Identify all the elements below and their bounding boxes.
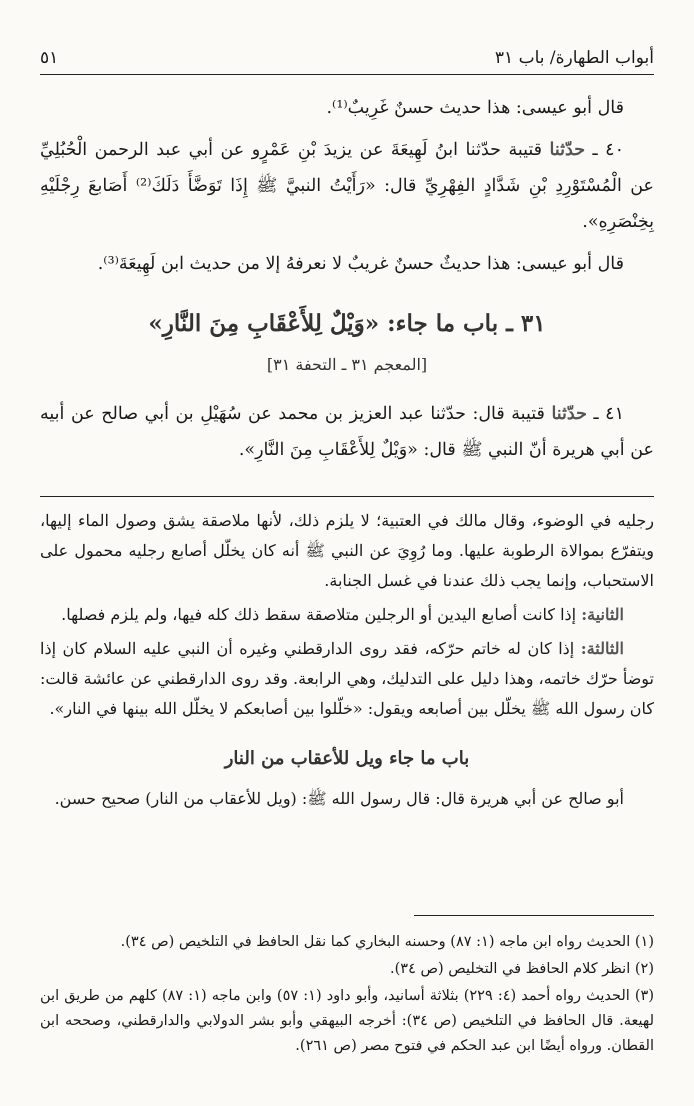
footnote: (١) الحديث رواه ابن ماجه (١: ٨٧) وحسنه البخاري كما نقل الحافظ في التلخيص (ص ٣٤).	[120, 934, 654, 950]
verdict-paragraph: قال أبو عيسى: هذا حديثٌ حسنٌ غريبٌ لا نعرفهُ إلا من حديث ابن لَهِيعَةَ⁽³⁾.	[97, 254, 624, 274]
narration-keyword: حدّثنا	[551, 404, 587, 424]
hadith-text: قتيبة قال: حدّثنا عبد العزيز بن محمد عن سُهَيْلِ بن أبي صالح عن أبيه عن أبي هريرة أنّ النبي ﷺ قال: «وَيْلٌ لِلأَعْقَابِ مِنَ النَّارِ».	[40, 404, 654, 460]
hadith-40	[40, 132, 654, 240]
chapter-reference: [المعجم ٣١ ـ التحفة ٣١]	[266, 355, 428, 374]
point-text: إذا كانت أصابع اليدين أو الرجلين متلاصقة سقط ذلك كله فيها، ولم يلزم فصلها.	[61, 605, 582, 624]
narration-keyword: حدّثنا	[549, 140, 586, 160]
hadith-text: قتيبة حدّثنا ابنُ لَهِيعَةَ عن يزيدَ بْنِ عَمْرٍو عن أبي عبد الرحمن الْحُبُلِيِّ عن الْمُسْتَوْرِدِ بْنِ شَدَّادٍ الفِهْرِيِّ قال: «رَأَيْتُ النبيَّ ﷺ إِذَا تَوَضَّأَ دَلَكَ⁽²⁾ أَصَابعَ رِجْلَيْهِ بِخِنْصَرِهِ».	[40, 140, 655, 232]
commentary	[40, 506, 654, 818]
commentary-rule	[40, 496, 654, 497]
point-label: الثالثة:	[580, 639, 624, 658]
commentary-third	[40, 634, 654, 724]
commentary-paragraph: أبو صالح عن أبي هريرة قال: قال رسول الله ﷺ: (ويل للأعقاب من النار) صحيح حسن.	[54, 789, 624, 808]
page-number: ٥١	[40, 48, 59, 68]
running-title: أبواب الطهارة/ باب ٣١	[494, 48, 654, 68]
commentary-paragraph: رجليه في الوضوء، وقال مالك في العتبية؛ لا يلزم ذلك، لأنها ملاصقة يشق وصول الماء إليها، ويتفرّع بموالاة الرطوبة عليها. وما رُوِيَ عن النبي ﷺ أنه كان يخلّل أصابع رجليه محمول على الاستحباب، وإنما يجب ذلك عندنا في غسل الجنابة.	[40, 511, 654, 590]
main-text	[40, 90, 654, 468]
footnote: (٢) انظر كلام الحافظ في التخليص (ص ٣٤).	[390, 961, 654, 977]
header-rule	[40, 74, 654, 75]
verdict-paragraph: قال أبو عيسى: هذا حديث حسنٌ غَرِيبٌ⁽¹⁾.	[326, 98, 624, 118]
footnote: (٣) الحديث رواه أحمد (٤: ٢٢٩) بثلاثة أسانيد، وأبو داود (١: ٥٧) وابن ماجه (١: ٨٧) كلهم من طريق ابن لهيعة. قال الحافظ في التلخيص (ص ٣٤): أخرجه البيهقي وأبو بشر الدولابي والدارقطني، وصححه ابن القطان. ورواه أيضًا ابن عبد الحكم في فتوح مصر (ص ٢٦١).	[40, 988, 654, 1054]
footnote-rule	[414, 915, 654, 916]
hadith-number: ٤٠ ـ	[592, 140, 624, 160]
hadith-41	[40, 396, 654, 468]
commentary-heading: باب ما جاء ويل للأعقاب من النار	[224, 748, 470, 769]
point-text: إذا كان له خاتم حرّكه، فقد روى الدارقطني وغيره أن النبي عليه السلام كان إذا توضأ حرّك خاتمه، وهذا دليل على التدليك، وهي الرابعة. وقد روى الدارقطني عن عائشة قالت: كان رسول الله ﷺ يخلّل بين أصابعه ويقول: «خلّلوا بين أصابعكم لا يخلّل الله بينها في النار».	[40, 639, 654, 718]
chapter-title: ٣١ ـ باب ما جاء: «وَيْلٌ لِلأَعْقَابِ مِنَ النَّارِ»	[148, 310, 546, 337]
hadith-number: ٤١ ـ	[593, 404, 624, 424]
point-label: الثانية:	[581, 605, 624, 624]
commentary-second	[40, 600, 654, 630]
running-head	[40, 42, 654, 72]
footnotes	[40, 930, 654, 1061]
